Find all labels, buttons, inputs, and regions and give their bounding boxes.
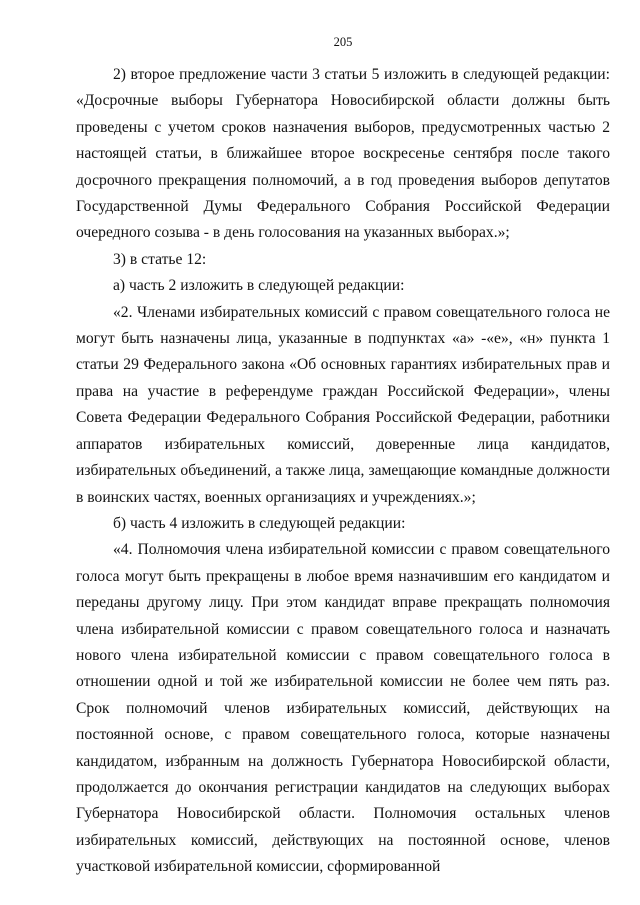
document-body: [76, 62, 610, 881]
paragraph-part-4-text: «4. Полномочия члена избирательной комиссии с правом совещательного голоса могут быть прекращены в любое время назначившим его кандидатом и переданы другому лицу. При этом кандидат вправе прекращать полномочия члена избирательной комиссии с правом совещательного голоса и назначать нового члена избирательной комиссии с правом совещательного голоса в отношении одной и той же избирательной комиссии не более чем пять раз. Срок полномочий членов избирательных комиссий, действующих на постоянной основе, с правом совещательного голоса, которые назначены кандидатом, избранным на должность Губернатора Новосибирской области, продолжается до окончания регистрации кандидатов на следующих выборах Губернатора Новосибирской области. Полномочия остальных членов избирательных комиссий, действующих на постоянной основе, членов участковой избирательной комиссии, сформированной: [76, 541, 610, 876]
page-number: 205: [333, 35, 353, 49]
paragraph-item-2-amendment: 2) второе предложение части 3 статьи 5 изложить в следующей редакции: «Досрочные выборы Губернатора Новосибирской области должны быть проведены с учетом сроков назначения выборов, предусмотренных частью 2 настоящей статьи, в ближайшее второе воскресенье сентября после такого досрочного прекращения полномочий, а в год проведения выборов депутатов Государственной Думы Федерального Собрания Российской Федерации очередного созыва - в день голосования на указанных выборах.»;: [76, 66, 610, 242]
paragraph-subitem-a: а) часть 2 изложить в следующей редакции:: [113, 277, 405, 295]
paragraph-subitem-b: б) часть 4 изложить в следующей редакции:: [113, 514, 406, 532]
paragraph-item-3-heading: 3) в статье 12:: [113, 250, 207, 268]
paragraph-part-2-text: «2. Членами избирательных комиссий с правом совещательного голоса не могут быть назначены лица, указанные в подпунктах «а» -«е», «н» пункта 1 статьи 29 Федерального закона «Об основных гарантиях избирательных прав и права на участие в референдуме граждан Российской Федерации», члены Совета Федерации Федерального Собрания Российской Федерации, работники аппаратов избирательных комиссий, доверенные лица кандидатов, избирательных объединений, а также лица, замещающие командные должности в воинских частях, военных организациях и учреждениях.»;: [76, 303, 610, 506]
